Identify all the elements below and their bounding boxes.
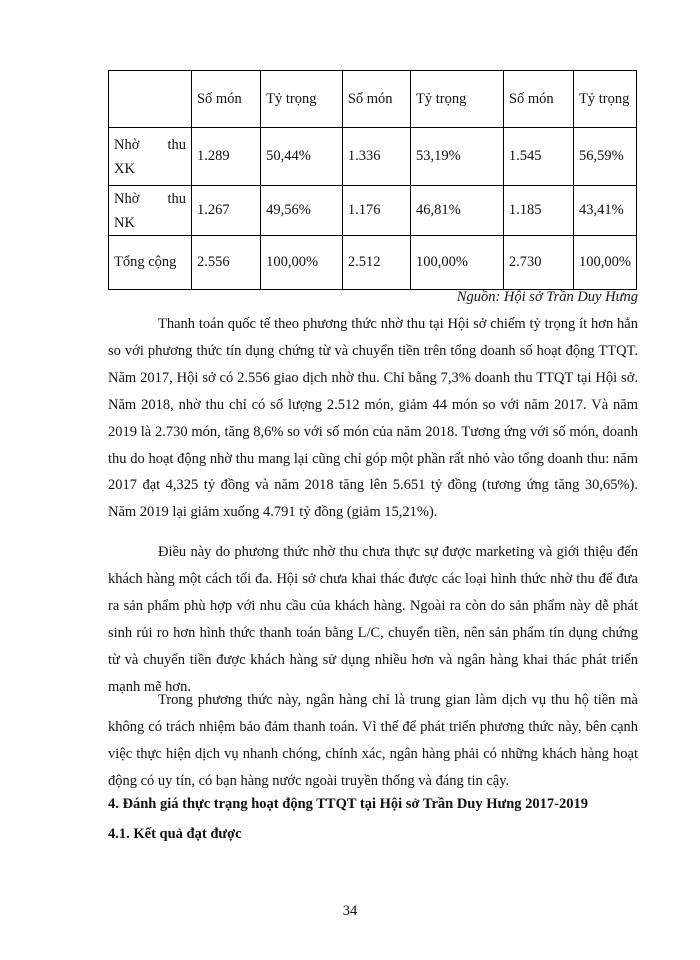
table-header-cell: Tỷ trọng: [574, 71, 637, 128]
section-heading: 4. Đánh giá thực trạng hoạt động TTQT tại Hội sở Trần Duy Hưng 2017-2019: [108, 796, 588, 812]
paragraph: [108, 539, 638, 700]
table-cell: 1.336: [342, 128, 410, 186]
table-header-cell: Số món: [342, 71, 410, 128]
row-label-part: XK: [114, 160, 135, 177]
row-label-cell: [109, 128, 192, 186]
table-cell: 100,00%: [261, 236, 343, 290]
table-cell: 43,41%: [574, 186, 637, 236]
row-label-cell: Tổng cộng: [109, 236, 192, 290]
table-total-row: [109, 236, 637, 290]
row-label-cell: [109, 186, 192, 236]
table-cell: 1.267: [191, 186, 260, 236]
row-label-part: thu: [167, 136, 186, 153]
table-cell: 100,00%: [574, 236, 637, 290]
table-cell: 49,56%: [261, 186, 343, 236]
table-cell: 1.185: [503, 186, 573, 236]
subsection-heading: 4.1. Kết quả đạt được: [108, 826, 242, 842]
table-header-cell: Tỷ trọng: [261, 71, 343, 128]
table-cell: 100,00%: [411, 236, 504, 290]
table-header-cell: [109, 71, 192, 128]
table-row: [109, 128, 637, 186]
table-cell: 56,59%: [574, 128, 637, 186]
collection-table: [108, 70, 637, 290]
table-header-row: [109, 71, 637, 128]
table-cell: 1.176: [342, 186, 410, 236]
table-header-cell: Số món: [503, 71, 573, 128]
table-cell: 46,81%: [411, 186, 504, 236]
row-label-part: Nhờ: [114, 136, 140, 153]
table-source-note: Nguồn: Hội sở Trần Duy Hưng: [456, 289, 638, 305]
table-row: [109, 186, 637, 236]
table-cell: 2.512: [342, 236, 410, 290]
paragraph: [108, 687, 638, 795]
page-number: 34: [342, 903, 358, 919]
paragraph-text: Trong phương thức này, ngân hàng chỉ là trung gian làm dịch vụ thu hộ tiền mà không có trách nhiệm bảo đảm thanh toán. Vì thế để phát triển phương thức này, bên cạnh việc thực hiện dịch vụ nhanh chóng, chính xác, ngân hàng phải có những khách hàng hoạt động có uy tín, có bạn hàng nước ngoài truyền thống và đáng tin cậy.: [108, 692, 638, 789]
table-cell: 53,19%: [411, 128, 504, 186]
row-label-part: Nhờ: [114, 190, 140, 207]
row-label-part: thu: [167, 190, 186, 207]
paragraph: [108, 311, 638, 526]
table-cell: 1.289: [191, 128, 260, 186]
paragraph-text: Điều này do phương thức nhờ thu chưa thực sự được marketing và giới thiệu đến khách hàng một cách tối đa. Hội sở chưa khai thác được các loại hình thức nhờ thu để đưa ra sản phẩm phù hợp với nhu cầu của khách hàng. Ngoài ra còn do sản phẩm này dễ phát sinh rủi ro hơn hình thức thanh toán bằng L/C, chuyển tiền, nên sản phẩm tín dụng chứng từ và chuyển tiền được khách hàng sử dụng nhiều hơn và ngân hàng khai thác phát triển mạnh mẽ hơn.: [108, 544, 638, 695]
table-header-cell: Số món: [191, 71, 260, 128]
table-cell: 2.730: [503, 236, 573, 290]
table-cell: 1.545: [503, 128, 573, 186]
table-cell: 50,44%: [261, 128, 343, 186]
table-header-cell: Tỷ trọng: [411, 71, 504, 128]
paragraph-text: Thanh toán quốc tế theo phương thức nhờ thu tại Hội sở chiếm tỷ trọng ít hơn hẳn so với phương thức tín dụng chứng từ và chuyển tiền trên tổng doanh số hoạt động TTQT. Năm 2017, Hội sở có 2.556 giao dịch nhờ thu. Chỉ bằng 7,3% doanh thu TTQT tại Hội sở. Năm 2018, nhờ thu chỉ có số lượng 2.512 món, giảm 44 món so với năm 2017. Và năm 2019 là 2.730 món, tăng 8,6% so với số món của năm 2018. Tương ứng với số món, doanh thu do hoạt động nhờ thu mang lại cũng chỉ góp một phần rất nhỏ vào tổng doanh thu: năm 2017 đạt 4,325 tỷ đồng và năm 2018 tăng lên 5.651 tỷ đồng (tương ứng tăng 30,65%). Năm 2019 lại giảm xuống 4.791 tỷ đồng (giảm 15,21%).: [108, 316, 638, 521]
row-label-part: NK: [114, 214, 135, 231]
table-cell: 2.556: [191, 236, 260, 290]
